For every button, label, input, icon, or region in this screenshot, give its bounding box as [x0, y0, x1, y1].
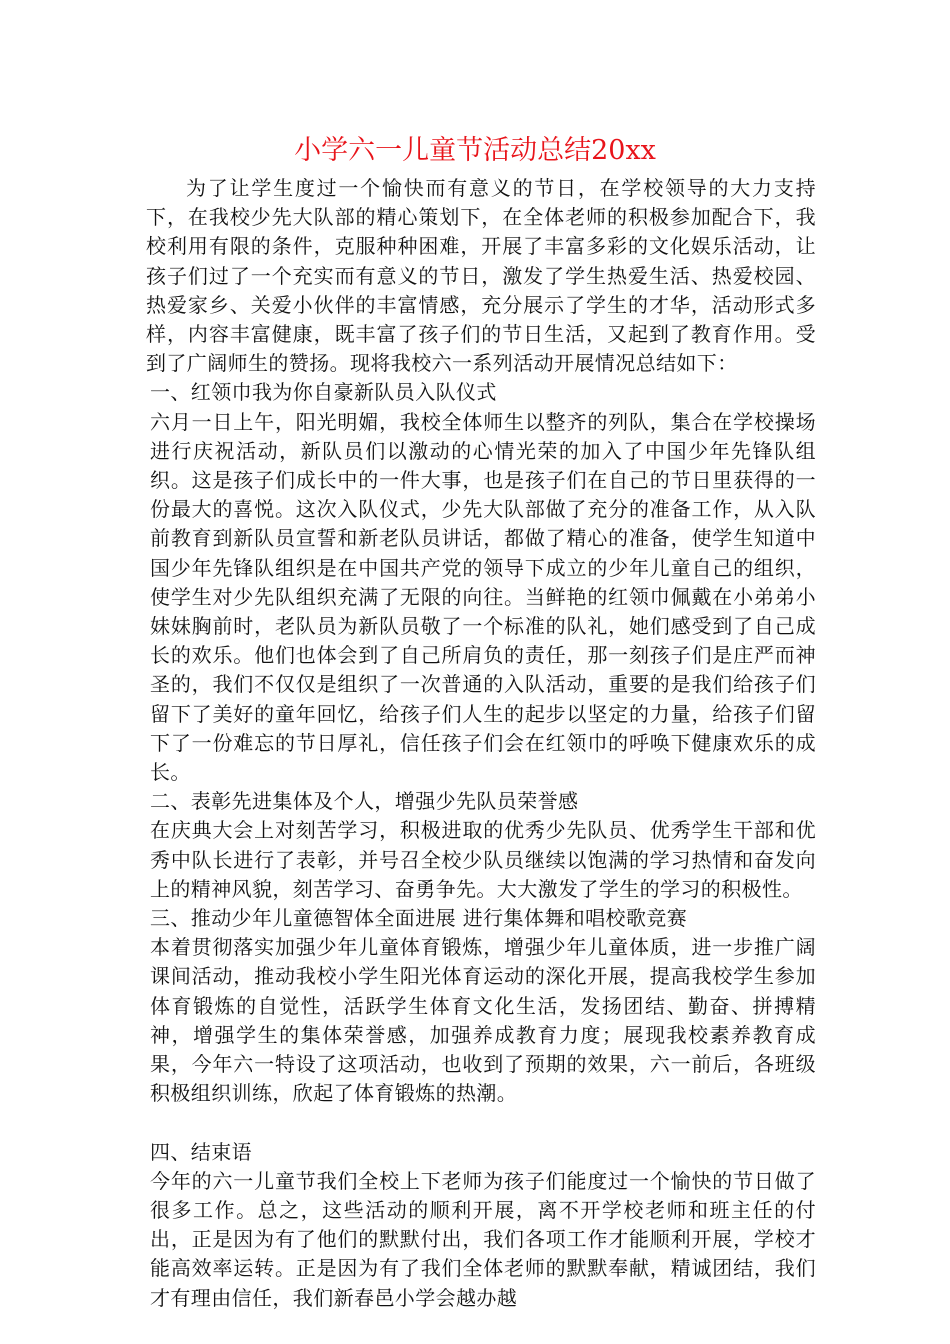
section-heading-4: 四、结束语 — [150, 1139, 252, 1164]
section-body-4: 今年的六一儿童节我们全校上下老师为孩子们能度过一个愉快的节日做了很多工作。总之，这些活动的顺利开展，离不开学校老师和班主任的付出，正是因为有了他们的默默付出，我们各项工作才能顺利开展，学校才能高效率运转。正是因为有了我们全体老师的默默奉献，精诚团结，我们才有理由信任，我们新春邑小学会越办越 — [150, 1168, 816, 1310]
section-body-1: 六月一日上午，阳光明媚，我校全体师生以整齐的列队，集合在学校操场进行庆祝活动，新队员们以激动的心情光荣的加入了中国少年先锋队组织。这是孩子们成长中的一件大事，也是孩子们在自己的节日里获得的一份最大的喜悦。这次入队仪式，少先大队部做了充分的准备工作，从入队前教育到新队员宣誓和新老队员讲话，都做了精心的准备，使学生知道中国少年先锋队组织是在中国共产党的领导下成立的少年儿童自己的组织，使学生对少先队组织充满了无限的向往。当鲜艳的红领巾佩戴在小弟弟小妹妹胸前时，老队员为新队员敬了一个标准的队礼，她们感受到了自己成长的欢乐。他们也体会到了自己所肩负的责任，那一刻孩子们是庄严而神圣的，我们不仅仅是组织了一次普通的入队活动，重要的是我们给孩子们留下了美好的童年回忆，给孩子们人生的起步以坚定的力量，给孩子们留下了一份难忘的节日厚礼，信任孩子们会在红领巾的呼唤下健康欢乐的成长。 — [150, 409, 816, 785]
section-heading-3: 三、推动少年儿童德智体全面进展 进行集体舞和唱校歌竞赛 — [150, 906, 688, 931]
section-body-3: 本着贯彻落实加强少年儿童体育锻炼，增强少年儿童体质，进一步推广阔课间活动，推动我校小学生阳光体育运动的深化开展，提高我校学生参加体育锻炼的自觉性，活跃学生体育文化生活，发扬团结、勤奋、拼搏精神，增强学生的集体荣誉感，加强养成教育力度；展现我校素养教育成果，今年六一特设了这项活动，也收到了预期的效果，六一前后，各班级积极组织训练，欣起了体育锻炼的热潮。 — [150, 935, 816, 1106]
section-spacer — [146, 1109, 816, 1138]
document-body — [146, 174, 816, 1313]
document-title: 小学六一儿童节活动总结20xx — [294, 135, 656, 166]
intro-paragraph: 为了让学生度过一个愉快而有意义的节日，在学校领导的大力支持下，在我校少先大队部的精心策划下，在全体老师的积极参加配合下，我校利用有限的条件，克服种种困难，开展了丰富多彩的文化娱乐活动，让孩子们过了一个充实而有意义的节日，激发了学生热爱生活、热爱校园、热爱家乡、关爱小伙伴的丰富情感，充分展示了学生的才华，活动形式多样，内容丰富健康，既丰富了孩子们的节日生活，又起到了教育作用。受到了广阔师生的赞扬。现将我校六一系列活动开展情况总结如下： — [146, 176, 816, 376]
section-heading-2: 二、表彰先进集体及个人，增强少先队员荣誉感 — [150, 789, 579, 814]
section-heading-1: 一、红领巾我为你自豪新队员入队仪式 — [150, 380, 497, 405]
section-body-2: 在庆典大会上对刻苦学习，积极进取的优秀少先队员、优秀学生干部和优秀中队长进行了表彰，并号召全校少队员继续以饱满的学习热情和奋发向上的精神风貌，刻苦学习、奋勇争先。大大激发了学生的学习的积极性。 — [150, 818, 816, 901]
